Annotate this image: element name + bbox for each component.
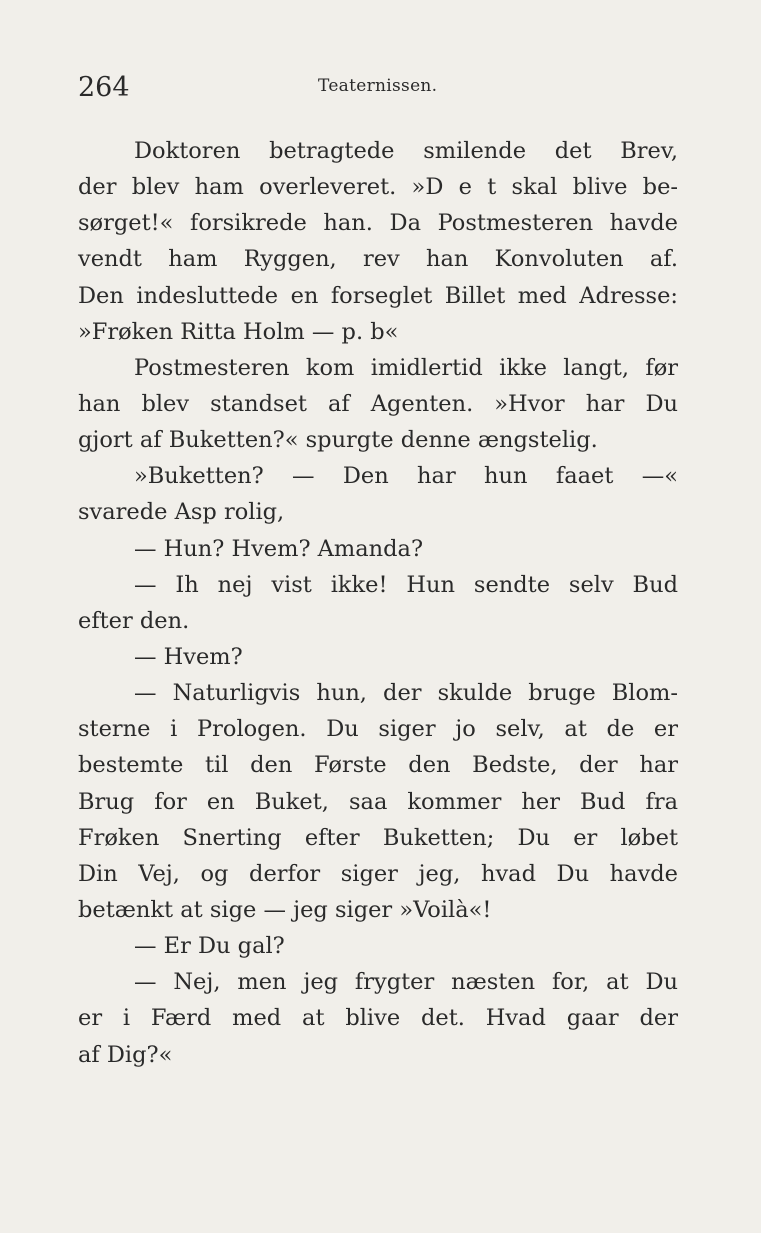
page-header [78, 72, 678, 106]
page-number: 264 [78, 72, 130, 103]
text-line: Din Vej, og derfor siger jeg, hvad Du havde [78, 860, 678, 887]
text-line: »Buketten? — Den har hun faaet —« [134, 463, 678, 490]
text-line: Frøken Snerting efter Buketten; Du er løbet [78, 824, 678, 851]
text-line: — Hun? Hvem? Amanda? [134, 535, 424, 562]
body-text [78, 133, 678, 1073]
text-line: Den indesluttede en forseglet Billet med Adresse: [78, 282, 678, 309]
text-line: — Ih nej vist ikke! Hun sendte selv Bud [134, 571, 678, 598]
text-line: Postmesteren kom imidlertid ikke langt, før [134, 354, 678, 381]
text-line: sterne i Prologen. Du siger jo selv, at de er [78, 716, 678, 743]
text-line: betænkt at sige — jeg siger »Voilà«! [78, 896, 492, 923]
running-title: Teaternissen. [318, 76, 438, 96]
text-line: svarede Asp rolig, [78, 499, 285, 526]
text-line: af Dig?« [78, 1041, 173, 1068]
text-line: bestemte til den Første den Bedste, der har [78, 752, 678, 779]
text-line: efter den. [78, 607, 190, 634]
text-line: sørget!« forsikrede han. Da Postmesteren havde [78, 210, 678, 237]
text-line: gjort af Buketten?« spurgte denne ængstelig. [78, 427, 598, 454]
text-line: der blev ham overleveret. »D e t skal blive be- [78, 174, 678, 201]
text-line: — Naturligvis hun, der skulde bruge Blom- [134, 680, 678, 707]
text-line: er i Færd med at blive det. Hvad gaar der [78, 1005, 678, 1032]
text-line: vendt ham Ryggen, rev han Konvoluten af. [78, 246, 678, 273]
text-line: Doktoren betragtede smilende det Brev, [134, 138, 678, 164]
text-line: — Hvem? [134, 643, 243, 670]
text-line: Brug for en Buket, saa kommer her Bud fra [78, 788, 678, 815]
text-line: »Frøken Ritta Holm — p. b« [78, 318, 399, 345]
text-line: — Nej, men jeg frygter næsten for, at Du [134, 969, 678, 996]
text-line: — Er Du gal? [134, 933, 285, 960]
text-line: han blev standset af Agenten. »Hvor har Du [78, 390, 678, 417]
